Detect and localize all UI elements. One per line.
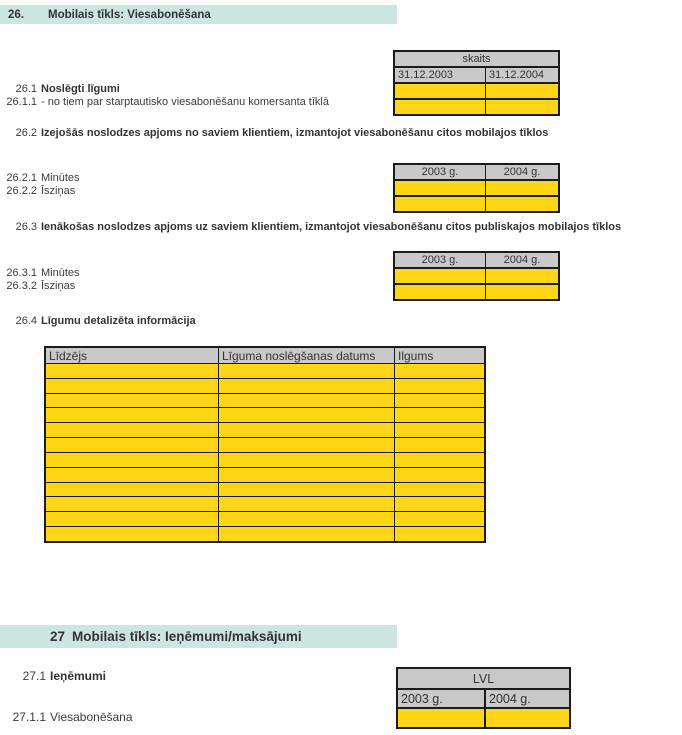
table-header-row [395,253,558,267]
item-26-2-2 [0,185,75,198]
section-title: Mobilais tīkls: Viesabonēšana [48,8,211,21]
item-label: Ienākošas noslodzes apjoms uz saviem klientiem, izmantojot viesabonēšanu citos publiskajos mobilajos tīklos [41,221,622,233]
column-header: Līdzējs [46,348,218,363]
input-cell[interactable] [485,197,558,211]
column-header: 2004 g. [485,253,558,267]
input-cell[interactable] [46,408,218,422]
item-number: 26.2.1 [6,172,37,184]
input-cell[interactable] [218,527,394,541]
input-cell[interactable] [218,379,394,393]
item-number: 26.4 [15,315,37,327]
item-26-4 [0,315,196,328]
table-row [395,84,558,98]
table-header-row [46,348,484,363]
item-label: Īsziņas [41,185,76,197]
input-cell[interactable] [218,497,394,511]
column-header: Ilgums [394,348,484,363]
table-header-row [398,688,569,707]
item-26-1-1 [0,96,329,109]
section-number: 26. [8,8,24,21]
item-number: 26.2.2 [6,185,37,197]
input-cell[interactable] [485,181,558,195]
item-26-2 [0,127,548,140]
table-row [46,467,484,482]
section-26-header-bar [0,5,397,24]
input-cell[interactable] [218,408,394,422]
table-row [398,709,569,727]
table-row [46,393,484,408]
section-27-header-bar [0,625,397,648]
input-cell[interactable] [46,423,218,437]
input-cell[interactable] [395,285,485,299]
item-label: Ieņēmumi [50,669,107,683]
incoming-traffic-table [393,251,560,301]
input-cell[interactable] [484,709,569,727]
revenue-table [396,667,571,729]
item-number: 26.2 [15,127,37,139]
input-cell[interactable] [394,423,484,437]
input-cell[interactable] [395,197,485,211]
input-cell[interactable] [218,483,394,497]
table-row [395,98,558,114]
item-26-2-1 [0,172,80,185]
item-26-3-2 [0,280,75,293]
table-row [46,452,484,467]
input-cell[interactable] [46,453,218,467]
input-cell[interactable] [218,512,394,526]
input-cell[interactable] [46,483,218,497]
table-row [46,482,484,497]
table-header-row [395,165,558,179]
table-row [46,407,484,422]
counts-table [393,50,560,116]
contracts-detail-table [44,346,486,543]
input-cell[interactable] [46,394,218,408]
item-number: 26.1 [15,83,37,95]
item-26-3 [0,221,621,234]
input-cell[interactable] [394,453,484,467]
table-row [46,422,484,437]
section-number: 27 [50,629,66,644]
column-header: 31.12.2004 [485,68,558,82]
input-cell[interactable] [394,483,484,497]
table-row [395,195,558,211]
input-cell[interactable] [218,468,394,482]
item-label: Noslēgti līgumi [41,83,120,95]
input-cell[interactable] [218,438,394,452]
table-title-row [398,669,569,688]
outgoing-traffic-table [393,163,560,213]
input-cell[interactable] [46,379,218,393]
table-row [46,511,484,526]
input-cell[interactable] [46,527,218,541]
input-cell[interactable] [485,100,558,114]
item-number: 26.3.1 [6,267,37,279]
input-cell[interactable] [485,285,558,299]
item-number: 26.3.2 [6,280,37,292]
table-row [46,364,484,378]
input-cell[interactable] [394,527,484,541]
table-row [46,526,484,541]
section-title: Mobilais tīkls: Ieņēmumi/maksājumi [72,629,302,644]
item-27-1-1 [0,710,133,724]
input-cell[interactable] [394,468,484,482]
input-cell[interactable] [394,394,484,408]
input-cell[interactable] [485,84,558,98]
item-number: 26.1.1 [6,96,37,108]
item-label: - no tiem par starptautisko viesabonēšanu komersanta tīklā [41,96,329,108]
input-cell[interactable] [46,364,218,378]
table-row [395,269,558,283]
input-cell[interactable] [218,394,394,408]
item-number: 26.3 [15,221,37,233]
input-cell[interactable] [46,468,218,482]
table-row [395,181,558,195]
item-number: 27.1 [22,669,46,683]
table-row [46,496,484,511]
item-label: Īsziņas [41,280,76,292]
input-cell[interactable] [394,408,484,422]
item-label: Viesabonēšana [50,710,133,724]
column-header: 2003 g. [395,253,485,267]
input-cell[interactable] [395,100,485,114]
table-title-row [395,52,558,66]
column-header: 2004 g. [485,165,558,179]
input-cell[interactable] [394,379,484,393]
table-row [395,283,558,299]
table-row [46,437,484,452]
input-cell[interactable] [398,709,484,727]
item-label: Līgumu detalizēta informācija [41,315,196,327]
input-cell[interactable] [394,497,484,511]
input-cell[interactable] [394,438,484,452]
input-cell[interactable] [46,438,218,452]
column-header: 31.12.2003 [395,68,485,82]
input-cell[interactable] [46,497,218,511]
input-cell[interactable] [394,364,484,378]
table-row [46,378,484,393]
input-cell[interactable] [218,423,394,437]
item-label: Izejošās noslodzes apjoms no saviem klientiem, izmantojot viesabonēšanu citos mobilajos tīklos [41,127,549,139]
input-cell[interactable] [218,364,394,378]
column-header: 2003 g. [395,165,485,179]
input-cell[interactable] [395,181,485,195]
table-title-cell: skaits [395,52,558,66]
column-header: Līguma noslēgšanas datums [218,348,394,363]
column-header: 2003 g. [398,690,484,707]
item-26-3-1 [0,267,80,280]
item-number: 27.1.1 [12,710,46,724]
input-cell[interactable] [395,84,485,98]
item-27-1 [0,669,106,683]
table-title-cell: LVL [398,669,569,688]
table-header-row [395,66,558,82]
input-cell[interactable] [46,512,218,526]
input-cell[interactable] [485,269,558,283]
input-cell[interactable] [395,269,485,283]
column-header: 2004 g. [484,690,569,707]
input-cell[interactable] [394,512,484,526]
item-label: Minūtes [41,267,80,279]
item-label: Minūtes [41,172,80,184]
item-26-1 [0,83,120,96]
input-cell[interactable] [218,453,394,467]
